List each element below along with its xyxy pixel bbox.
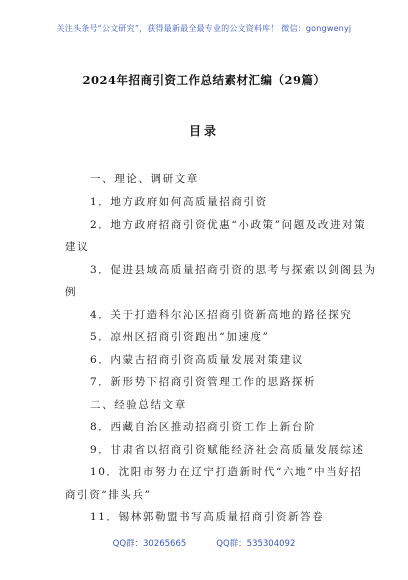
toc-item: 9．甘肃省以招商引资赋能经济社会高质量发展综述: [90, 444, 365, 456]
qq-group-2: QQ群：535304092: [216, 539, 296, 549]
toc-item-continuation: 例: [65, 286, 78, 298]
toc-item: 3．促进县域高质量招商引资的思考与探索以剑阁县为: [90, 264, 377, 276]
toc-item: 4．关于打造科尔沁区招商引资新高地的路径探究: [90, 309, 353, 321]
footer-contact: [0, 537, 408, 549]
toc-item: 8．西藏自治区推动招商引资工作上新台阶: [90, 421, 317, 433]
toc-item-continuation: 建议: [65, 241, 90, 253]
qq-group-1: QQ群：30265665: [112, 539, 187, 549]
toc-item: 10．沈阳市努力在辽宁打造新时代“六地”中当好招: [90, 466, 363, 478]
document-title: 2024年招商引资工作总结素材汇编（29篇）: [82, 73, 326, 87]
toc-item: 1．地方政府如何高质量招商引资: [90, 196, 268, 208]
toc-item: 5．凉州区招商引资跑出“加速度”: [90, 331, 270, 343]
toc-item: 7．新形势下招商引资管理工作的思路探析: [90, 376, 317, 388]
toc-section-heading: 二、经验总结文章: [90, 399, 187, 411]
toc-item: 6．内蒙古招商引资高质量发展对策建议: [90, 354, 304, 366]
toc-section-heading: 一、理论、调研文章: [90, 173, 199, 185]
toc-item-continuation: 商引资“排头兵”: [65, 489, 152, 501]
toc-item: 11．锡林郭勒盟书写高质量招商引资新答卷: [90, 511, 325, 523]
toc-heading: 目录: [188, 124, 219, 138]
toc-item: 2．地方政府招商引资优惠“小政策”问题及改进对策: [90, 219, 367, 231]
header-banner: 关注头条号“公文研究”，获得最新最全最专业的公文资料库！ 微信：gongwenyj: [56, 24, 352, 33]
